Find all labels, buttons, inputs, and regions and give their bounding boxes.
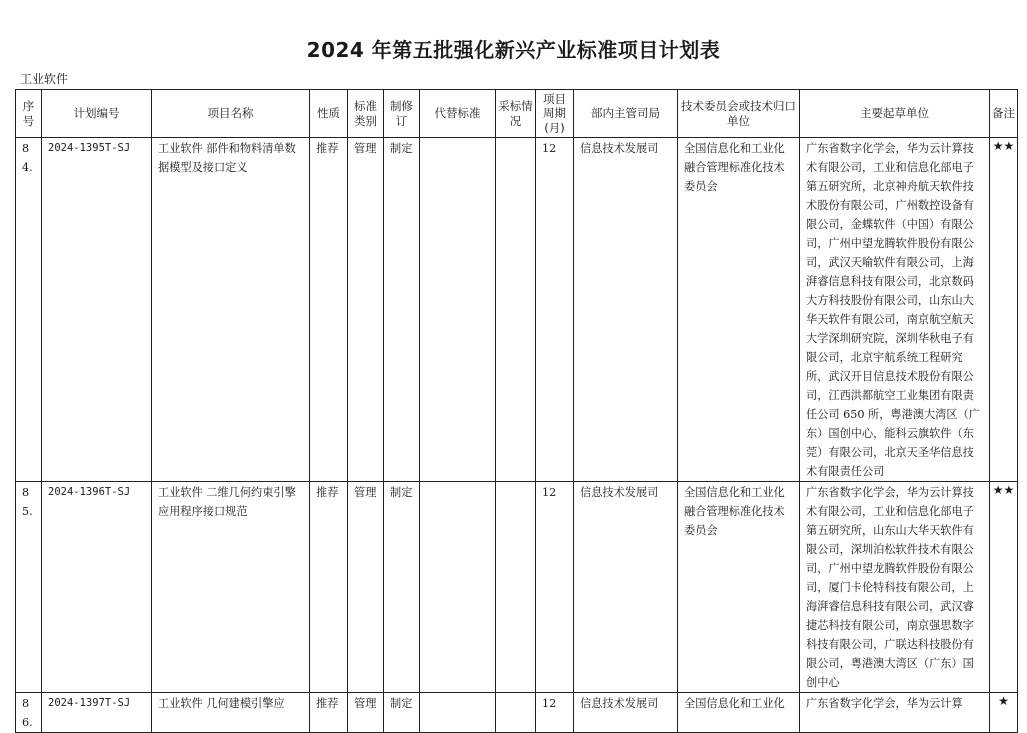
cell-revision: 制定 xyxy=(384,693,420,733)
cell-committee: 全国信息化和工业化融合管理标准化技术委员会 xyxy=(678,138,800,482)
table-row xyxy=(16,482,1018,693)
cell-replace xyxy=(420,693,496,733)
cell-seq: 84. xyxy=(16,138,42,482)
cell-committee: 全国信息化和工业化融合管理标准化技术委员会 xyxy=(678,482,800,693)
cell-remark-stars: ★ xyxy=(990,693,1018,733)
cell-committee: 全国信息化和工业化 xyxy=(678,693,800,733)
cell-drafters: 广东省数字化学会，华为云计算技术有限公司，工业和信息化部电子第五研究所，山东山大华天软件有限公司，深圳泊松软件技术有限公司，广州中望龙腾软件股份有限公司，厦门卡伦特科技有限公司，上海湃睿信息科技有限公司，武汉睿捷芯科技有限公司，南京强思数字科技有限公司，广联达科技股份有限公司，粤港澳大湾区（广东）国创中心 xyxy=(800,482,990,693)
cell-adopt xyxy=(496,693,536,733)
category-label: 工业软件 xyxy=(20,72,69,86)
cell-remark-stars: ★★ xyxy=(990,138,1018,482)
table-row xyxy=(16,693,1018,733)
header-nature: 性质 xyxy=(310,90,348,138)
header-seq: 序号 xyxy=(16,90,42,138)
cell-project-name: 工业软件 几何建模引擎应 xyxy=(152,693,310,733)
project-plan-table xyxy=(15,89,1018,733)
cell-remark-stars: ★★ xyxy=(990,482,1018,693)
cell-nature: 推荐 xyxy=(310,482,348,693)
cell-project-name: 工业软件 部件和物料清单数据模型及接口定义 xyxy=(152,138,310,482)
header-adopt: 采标情况 xyxy=(496,90,536,138)
cell-revision: 制定 xyxy=(384,138,420,482)
cell-plan-no: 2024-1397T-SJ xyxy=(42,693,152,733)
table-header-row xyxy=(16,90,1018,138)
cell-dept: 信息技术发展司 xyxy=(574,693,678,733)
cell-seq: 86. xyxy=(16,693,42,733)
cell-std-type: 管理 xyxy=(348,482,384,693)
header-drafters: 主要起草单位 xyxy=(800,90,990,138)
header-period: 项目周期(月) xyxy=(536,90,574,138)
header-replace: 代替标准 xyxy=(420,90,496,138)
cell-drafters: 广东省数字化学会，华为云计算 xyxy=(800,693,990,733)
cell-project-name: 工业软件 二维几何约束引擎应用程序接口规范 xyxy=(152,482,310,693)
header-project-name: 项目名称 xyxy=(152,90,310,138)
cell-nature: 推荐 xyxy=(310,138,348,482)
cell-period: 12 xyxy=(536,482,574,693)
cell-plan-no: 2024-1396T-SJ xyxy=(42,482,152,693)
cell-replace xyxy=(420,138,496,482)
cell-revision: 制定 xyxy=(384,482,420,693)
header-revision: 制修订 xyxy=(384,90,420,138)
header-committee: 技术委员会或技术归口单位 xyxy=(678,90,800,138)
cell-dept: 信息技术发展司 xyxy=(574,482,678,693)
cell-adopt xyxy=(496,138,536,482)
cell-std-type: 管理 xyxy=(348,693,384,733)
cell-period: 12 xyxy=(536,693,574,733)
header-plan-no: 计划编号 xyxy=(42,90,152,138)
cell-nature: 推荐 xyxy=(310,693,348,733)
cell-seq: 85. xyxy=(16,482,42,693)
cell-period: 12 xyxy=(536,138,574,482)
cell-dept: 信息技术发展司 xyxy=(574,138,678,482)
cell-adopt xyxy=(496,482,536,693)
cell-drafters: 广东省数字化学会，华为云计算技术有限公司，工业和信息化部电子第五研究所，北京神舟航天软件技术股份有限公司，广州数控设备有限公司，金蝶软件（中国）有限公司，广州中望龙腾软件股份有限公司，武汉天喻软件有限公司，上海湃睿信息科技有限公司，北京数码大方科技股份有限公司，山东山大华天软件有限公司，南京航空航天大学深圳研究院，深圳华秋电子有限公司，北京宇航系统工程研究所，武汉开目信息技术股份有限公司，江西洪都航空工业集团有限责任公司 650 所，粤港澳大湾区（广东）国创中心，能科云旗软件（东莞）有限公司，北京天圣华信息技术有限责任公司 xyxy=(800,138,990,482)
table-row xyxy=(16,138,1018,482)
header-dept: 部内主管司局 xyxy=(574,90,678,138)
cell-std-type: 管理 xyxy=(348,138,384,482)
cell-plan-no: 2024-1395T-SJ xyxy=(42,138,152,482)
page-title: 2024 年第五批强化新兴产业标准项目计划表 xyxy=(306,38,721,62)
header-remark: 备注 xyxy=(990,90,1018,138)
header-std-type: 标准类别 xyxy=(348,90,384,138)
cell-replace xyxy=(420,482,496,693)
